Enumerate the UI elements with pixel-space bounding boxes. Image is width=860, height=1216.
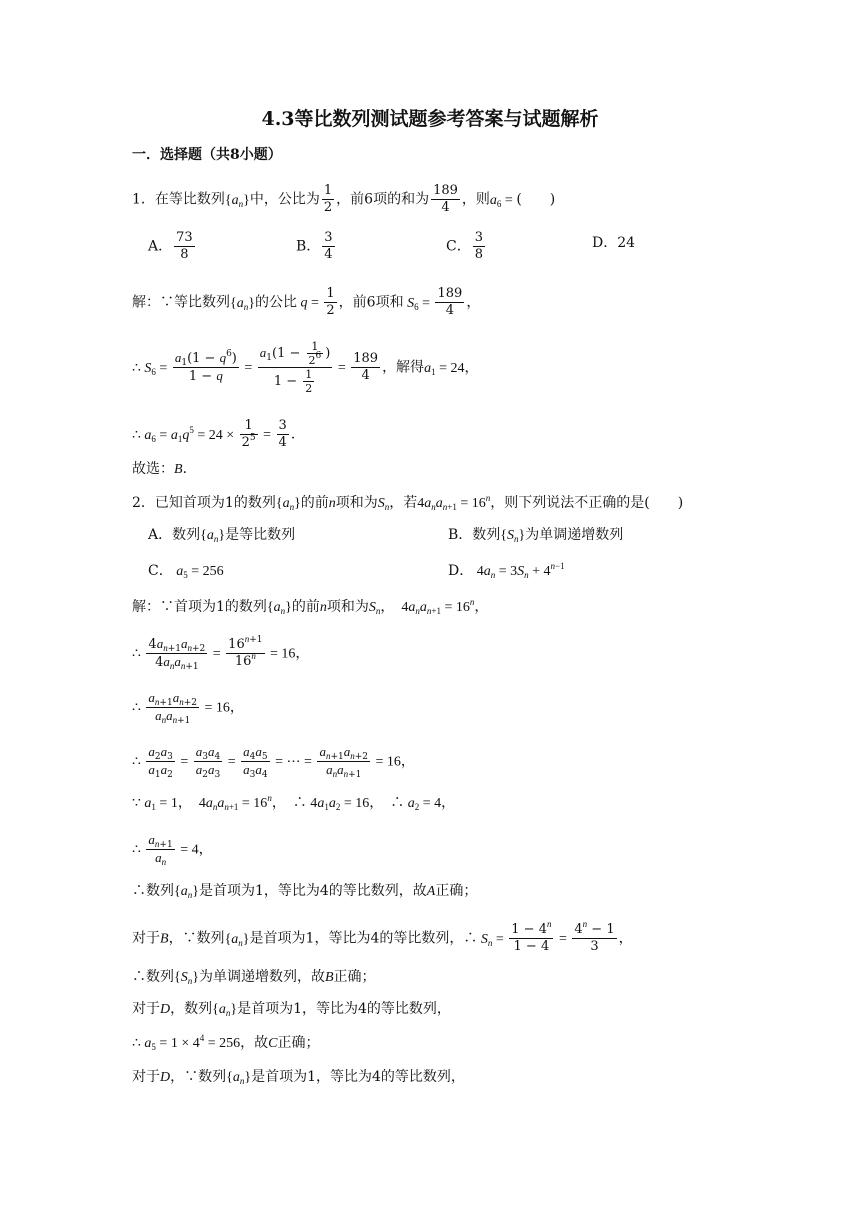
q1-option-d: D．24	[592, 235, 636, 251]
q2-solution-line-3: ∴ $\frac{a_{n+1}a_{n+2}}{a_na_{n+1}}$ = 16，	[132, 690, 244, 726]
q2-solution-line-6: ∴ $\frac{a_{n+1}}{a_n}$ = 4，	[132, 832, 213, 867]
q2-solution-line-11: ∴ $a_5 = 1 \times 4^4 = 256$，故C正确；	[132, 1033, 320, 1052]
q2-solution-line-12: 对于D，∵数列$\{a_n\}$是首项为1，等比为4的等比数列，	[132, 1069, 465, 1086]
section-heading: 一．选择题（共8小题）	[132, 147, 282, 163]
q1-stem: 1．在等比数列$\{a_n\}$中，公比为 $\frac{1}{2}$ ，前6项的和为 $\frac{189}{4}$ ，则$a_6$ = ( )	[132, 183, 556, 215]
q2-solution-line-2: ∴ $\frac{4a_{n+1}a_{n+2}}{4a_na_{n+1}}$ = $\frac{16^{n+1}}{16^n}$ = 16，	[132, 634, 310, 672]
q2-solution-line-5: ∵ $a_1 = 1$， $4a_na_{n+1} = 16^n$， ∴ $4a_1a_2 = 16$， ∴ $a_2 = 4$，	[132, 793, 456, 812]
q1-option-c: C． $\frac{3}{8}$	[446, 230, 483, 262]
q2-solution-line-10: 对于D，数列$\{a_n\}$是首项为1，等比为4的等比数列，	[132, 1001, 451, 1018]
q1-answer: 故选：B．	[132, 461, 197, 477]
q1-option-b: B． $\frac{3}{4}$	[296, 230, 333, 262]
q1-solution-line-2: ∴ $S_6$ = $\frac{a_1(1 - q^6)}{1 - q}$ = $a_1(1$ − $\frac{1}{2^6}$ ) 1 − $\frac{1}{2}$ = $\frac{189}{4}$ ，解得$a_1 = 24$，	[132, 340, 479, 395]
q2-stem: 2．已知首项为1的数列$\{a_n\}$的前n项和为$S_n$，若$4a_na_{n+1} = 16^n$，则下列说法不正确的是( )	[132, 493, 684, 512]
q2-solution-line-1: 解：∵首项为1的数列$\{a_n\}$的前n项和为$S_n$， $4a_na_{n+1} = 16^n$，	[132, 597, 489, 616]
q1-solution-line-1: 解：∵等比数列$\{a_n\}$的公比 q = $\frac{1}{2}$ ，前6项和 $S_6$ = $\frac{189}{4}$ ，	[132, 286, 481, 318]
q2-solution-line-4: ∴ $\frac{a_2a_3}{a_1a_2}$ = $\frac{a_3a_4}{a_2a_3}$ = $\frac{a_4a_5}{a_3a_4}$ = ⋯ = $\frac{a_{n+1}a_{n+2}}{a_na_{n+1}}$ = 16，	[132, 744, 415, 780]
q2-solution-line-9: ∴数列$\{S_n\}$为单调递增数列，故B正确；	[132, 969, 376, 986]
q2-solution-line-8: 对于B，∵数列$\{a_n\}$是首项为1，等比为4的等比数列，∴ $S_n$ = $\frac{1 - 4^n}{1 - 4}$ = $\frac{4^n - 1}{3}$ ，	[132, 919, 633, 954]
q2-option-c: C． $a_5 = 256$	[148, 563, 224, 580]
q1-option-a: A． $\frac{73}{8}$	[148, 230, 193, 262]
q2-option-d: D． $4a_n = 3S_n + 4^{n-1}$	[448, 561, 565, 580]
q2-option-b: B．数列$\{S_n\}$为单调递增数列	[448, 527, 624, 544]
q1-solution-line-3: ∴ $a_6 = a_1q^5 = 24$ × $\frac{1}{2^5}$ = $\frac{3}{4}$ ．	[132, 418, 305, 450]
q2-solution-line-7: ∴数列$\{a_n\}$是首项为1，等比为4的等比数列，故A正确；	[132, 883, 478, 900]
page-title: 4.3等比数列测试题参考答案与试题解析	[261, 108, 599, 130]
q2-option-a: A．数列$\{a_n\}$是等比数列	[148, 527, 296, 544]
